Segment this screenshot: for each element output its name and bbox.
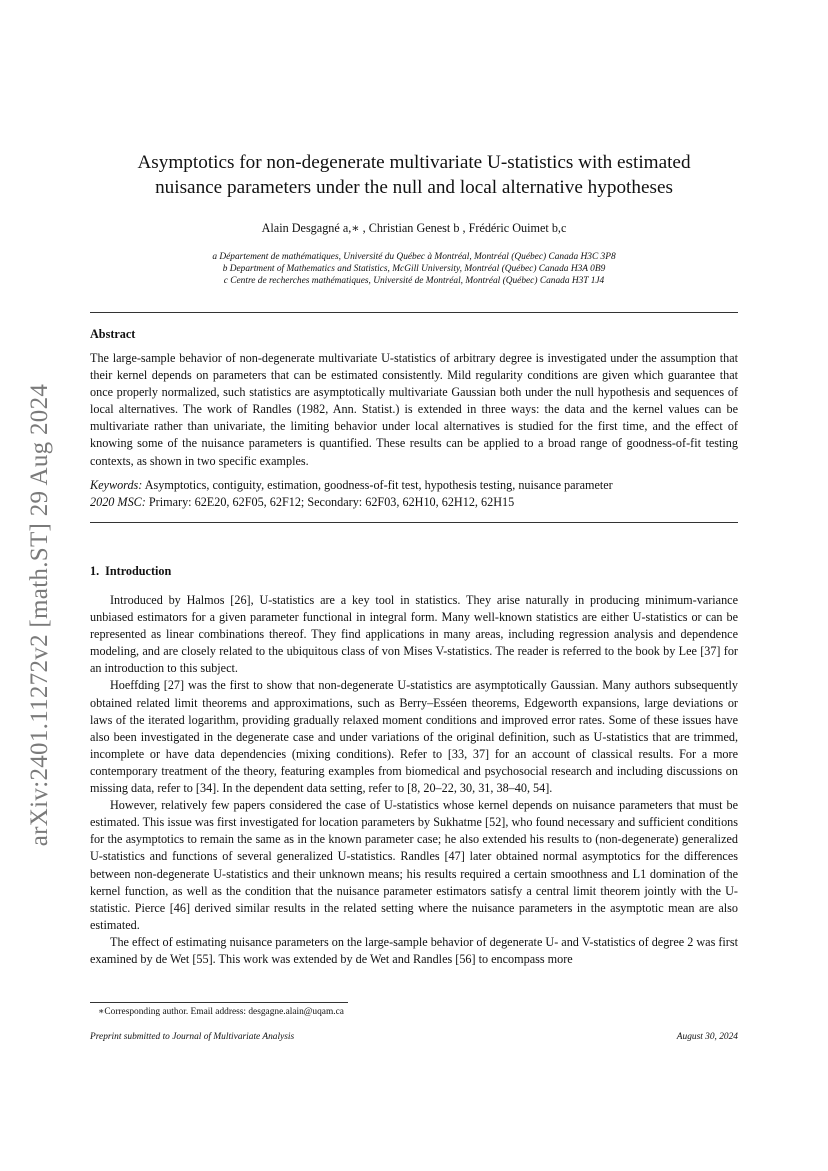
paragraph-1: Introduced by Halmos [26], U-statistics are a key tool in statistics. They arise naturally in producing minimum-variance unbiased estimators for a given parameter functional in integral form. Many well-known statistics are either U-statistics or can be represented as linear combinations thereof. They find applications in many areas, including regression analysis and dependence modeling, and are closely related to the ubiquitous class of von Mises V-statistics. The reader is referred to the book by Lee [37] for an introduction to this subject. [90, 593, 738, 676]
paragraph-2: Hoeffding [27] was the first to show that non-degenerate U-statistics are asymptotically Gaussian. Many authors subsequently obtained related limit theorems and approximations, such as Berry–Esséen theorems, Edgeworth expansions, large deviations or laws of the iterated logarithm, providing gradually relaxed moment conditions and improved error rates. Some of these issues have also been investigated in the degenerate case and under variations of the original definition, such as U-statistics that are trimmed, incomplete or have data dependencies (mixing conditions). Refer to [33, 37] for an account of classical results. For a more contemporary treatment of the theory, featuring examples from biomedical and psychosocial research and including discussions on missing data, refer to [34]. In the dependent data setting, refer to [8, 20–22, 30, 31, 38–40, 54]. [90, 678, 738, 796]
footer-journal: Preprint submitted to Journal of Multivariate Analysis [90, 1032, 295, 1042]
keywords-block [90, 477, 738, 510]
title-line-1: Asymptotics for non-degenerate multivariate U-statistics with estimated [137, 152, 691, 173]
footnote: ∗Corresponding author. Email address: desgagne.alain@uqam.ca [98, 1007, 344, 1017]
affiliations [90, 251, 738, 288]
msc-text: Primary: 62E20, 62F05, 62F12; Secondary: 62F03, 62H10, 62H12, 62H15 [148, 494, 515, 509]
keywords-text: Asymptotics, contiguity, estimation, goodness-of-fit test, hypothesis testing, nuisance parameter [144, 478, 613, 492]
keywords-label: Keywords: [90, 478, 143, 492]
abstract-heading: Abstract [90, 327, 136, 341]
affiliation-b: b Department of Mathematics and Statistics, McGill University, Montréal (Québec) Canada H3A 0B9 [222, 264, 606, 275]
paragraph-3: However, relatively few papers considered the case of U-statistics whose kernel depends on nuisance parameters that must be estimated. This issue was first investigated for location parameters by Sukhatme [52], who found necessary and sufficient conditions for the asymptotics to remain the same as in the known parameter case; he also extended his results to (non-degenerate) generalized U-statistics and functions of several generalized U-statistics. Randles [47] later obtained normal asymptotics for the differences between non-degenerate U-statistics and their unknown means; his results required a certain smoothness and L1 domination of the kernel function, as well as the condition that the nuisance parameter estimators satisfy a central limit theorem jointly with the U-statistic. Pierce [46] derived similar results in the related setting where the nuisance parameters in the asymptotic mean are also estimated. [90, 798, 738, 932]
author-list: Alain Desgagné a,∗ , Christian Genest b , Frédéric Ouimet b,c [261, 221, 567, 235]
abstract-text: The large-sample behavior of non-degenerate multivariate U-statistics of arbitrary degree is investigated under the assumption that their kernel depends on parameters that can be estimated consistently. Mild regularity conditions are given which guarantee that once properly normalized, such statistics are asymptotically multivariate Gaussian both under the null hypothesis and sequences of local alternatives. The work of Randles (1982, Ann. Statist.) is extended in three ways: the data and the kernel values can be multivariate rather than univariate, the limiting behavior under local alternatives is studied for the first time, and the effect of knowing some of the nuisance parameters is quantified. These results can be applied to a broad range of goodness-of-fit testing contexts, as shown in two specific examples. [90, 351, 738, 468]
affiliation-c: c Centre de recherches mathématiques, Université de Montréal, Montréal (Québec) Canada H3T 1J4 [223, 276, 605, 287]
affiliation-a: a Département de mathématiques, Université du Québec à Montréal, Montréal (Québec) Canada H3C 3P8 [212, 252, 616, 262]
arxiv-stamp-text: arXiv:2401.11272v2 [math.ST] 29 Aug 2024 [26, 383, 53, 847]
footnote-divider [90, 1002, 348, 1003]
introduction-body [90, 592, 738, 968]
arxiv-stamp [12, 360, 68, 870]
bottom-divider [90, 522, 738, 523]
title-line-2: nuisance parameters under the null and local alternative hypotheses [155, 177, 673, 198]
section-number: 1. [90, 564, 100, 578]
footer-date: August 30, 2024 [676, 1032, 738, 1042]
section-heading [90, 564, 177, 579]
paper-title [90, 150, 738, 200]
paragraph-4: The effect of estimating nuisance parameters on the large-sample behavior of degenerate U- and V-statistics of degree 2 was first examined by de Wet [55]. This work was extended by de Wet and Randles [56] to encompass more [90, 934, 738, 966]
section-title: Introduction [105, 564, 172, 578]
top-divider [90, 312, 738, 313]
msc-label: 2020 MSC: [90, 494, 146, 509]
